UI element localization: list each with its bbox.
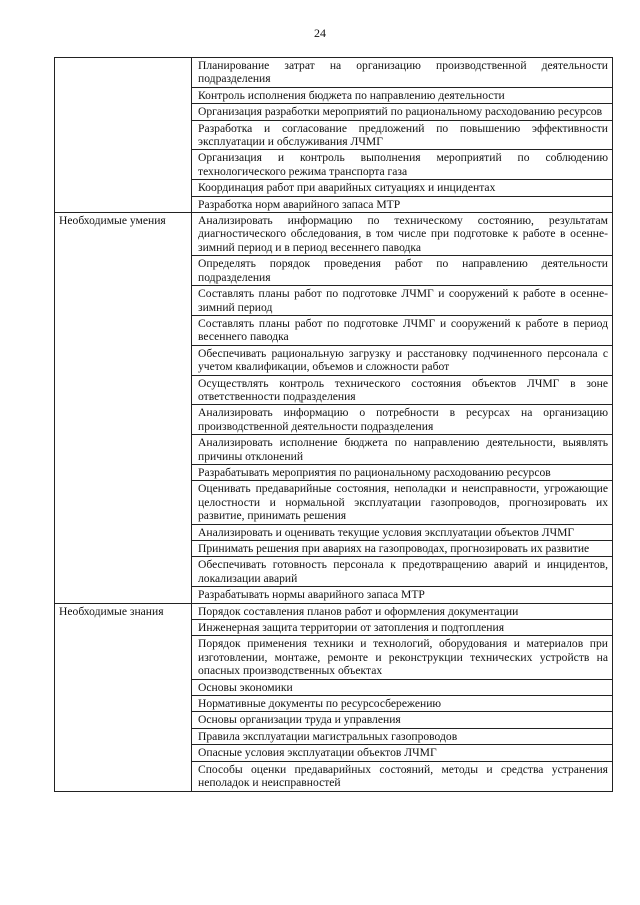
requirement-item: Правила эксплуатации магистральных газопроводов [192,728,613,744]
requirement-item: Планирование затрат на организацию производственной деятельности подразделения [192,58,613,88]
requirement-item: Определять порядок проведения работ по направлению деятельности подразделения [192,256,613,286]
section-label: Необходимые умения [55,213,192,604]
table-row [55,213,613,256]
requirement-item: Инженерная защита территории от затопления и подтопления [192,620,613,636]
requirement-item: Анализировать и оценивать текущие условия эксплуатации объектов ЛЧМГ [192,524,613,540]
requirement-item: Составлять планы работ по подготовке ЛЧМГ и сооружений к работе в период весеннего паводка [192,315,613,345]
requirement-item: Разрабатывать мероприятия по рациональному расходованию ресурсов [192,464,613,480]
requirement-item: Нормативные документы по ресурсосбережению [192,696,613,712]
requirements-table [54,57,613,792]
requirement-item: Контроль исполнения бюджета по направлению деятельности [192,87,613,103]
requirement-item: Обеспечивать готовность персонала к предотвращению аварий и инцидентов, локализации аварий [192,557,613,587]
requirement-item: Анализировать информацию о потребности в ресурсах на организацию производственной деятельности подразделения [192,405,613,435]
requirement-item: Основы организации труда и управления [192,712,613,728]
requirement-item: Порядок применения техники и технологий, оборудования и материалов при изготовлении, монтаже, ремонте и реконструкции технических устройств на опасных производственных объектах [192,636,613,679]
table-row [55,603,613,619]
requirement-item: Координация работ при аварийных ситуациях и инцидентах [192,180,613,196]
requirement-item: Обеспечивать рациональную загрузку и расстановку подчиненного персонала с учетом квалификации, объемов и сложности работ [192,345,613,375]
section-label: Необходимые знания [55,603,192,791]
requirement-item: Оценивать предаварийные состояния, неполадки и неисправности, угрожающие целостности и нормальной эксплуатации газопроводов, прогнозировать их развитие, принимать решения [192,481,613,524]
requirement-item: Анализировать исполнение бюджета по направлению деятельности, выявлять причины отклонений [192,435,613,465]
requirement-item: Разработка норм аварийного запаса МТР [192,196,613,212]
requirement-item: Способы оценки предаварийных состояний, методы и средства устранения неполадок и неисправностей [192,761,613,791]
requirement-item: Осуществлять контроль технического состояния объектов ЛЧМГ в зоне ответственности подразделения [192,375,613,405]
requirement-item: Порядок составления планов работ и оформления документации [192,603,613,619]
requirement-item: Принимать решения при авариях на газопроводах, прогнозировать их развитие [192,541,613,557]
requirement-item: Составлять планы работ по подготовке ЛЧМГ и сооружений к работе в осенне-зимний период [192,286,613,316]
requirement-item: Разрабатывать нормы аварийного запаса МТР [192,587,613,603]
requirement-item: Организация разработки мероприятий по рациональному расходованию ресурсов [192,104,613,120]
requirement-item: Основы экономики [192,679,613,695]
requirement-item: Опасные условия эксплуатации объектов ЛЧМГ [192,745,613,761]
requirement-item: Разработка и согласование предложений по повышению эффективности эксплуатации и обслуживания ЛЧМГ [192,120,613,150]
requirement-item: Организация и контроль выполнения мероприятий по соблюдению технологического режима транспорта газа [192,150,613,180]
table-row [55,58,613,88]
requirement-item: Анализировать информацию по техническому состоянию, результатам диагностического обследования, в том числе при подготовке к работе в осенне-зимний период и в период весеннего паводка [192,213,613,256]
table-body [55,58,613,792]
page-number: 24 [314,26,326,40]
section-label [55,58,192,213]
